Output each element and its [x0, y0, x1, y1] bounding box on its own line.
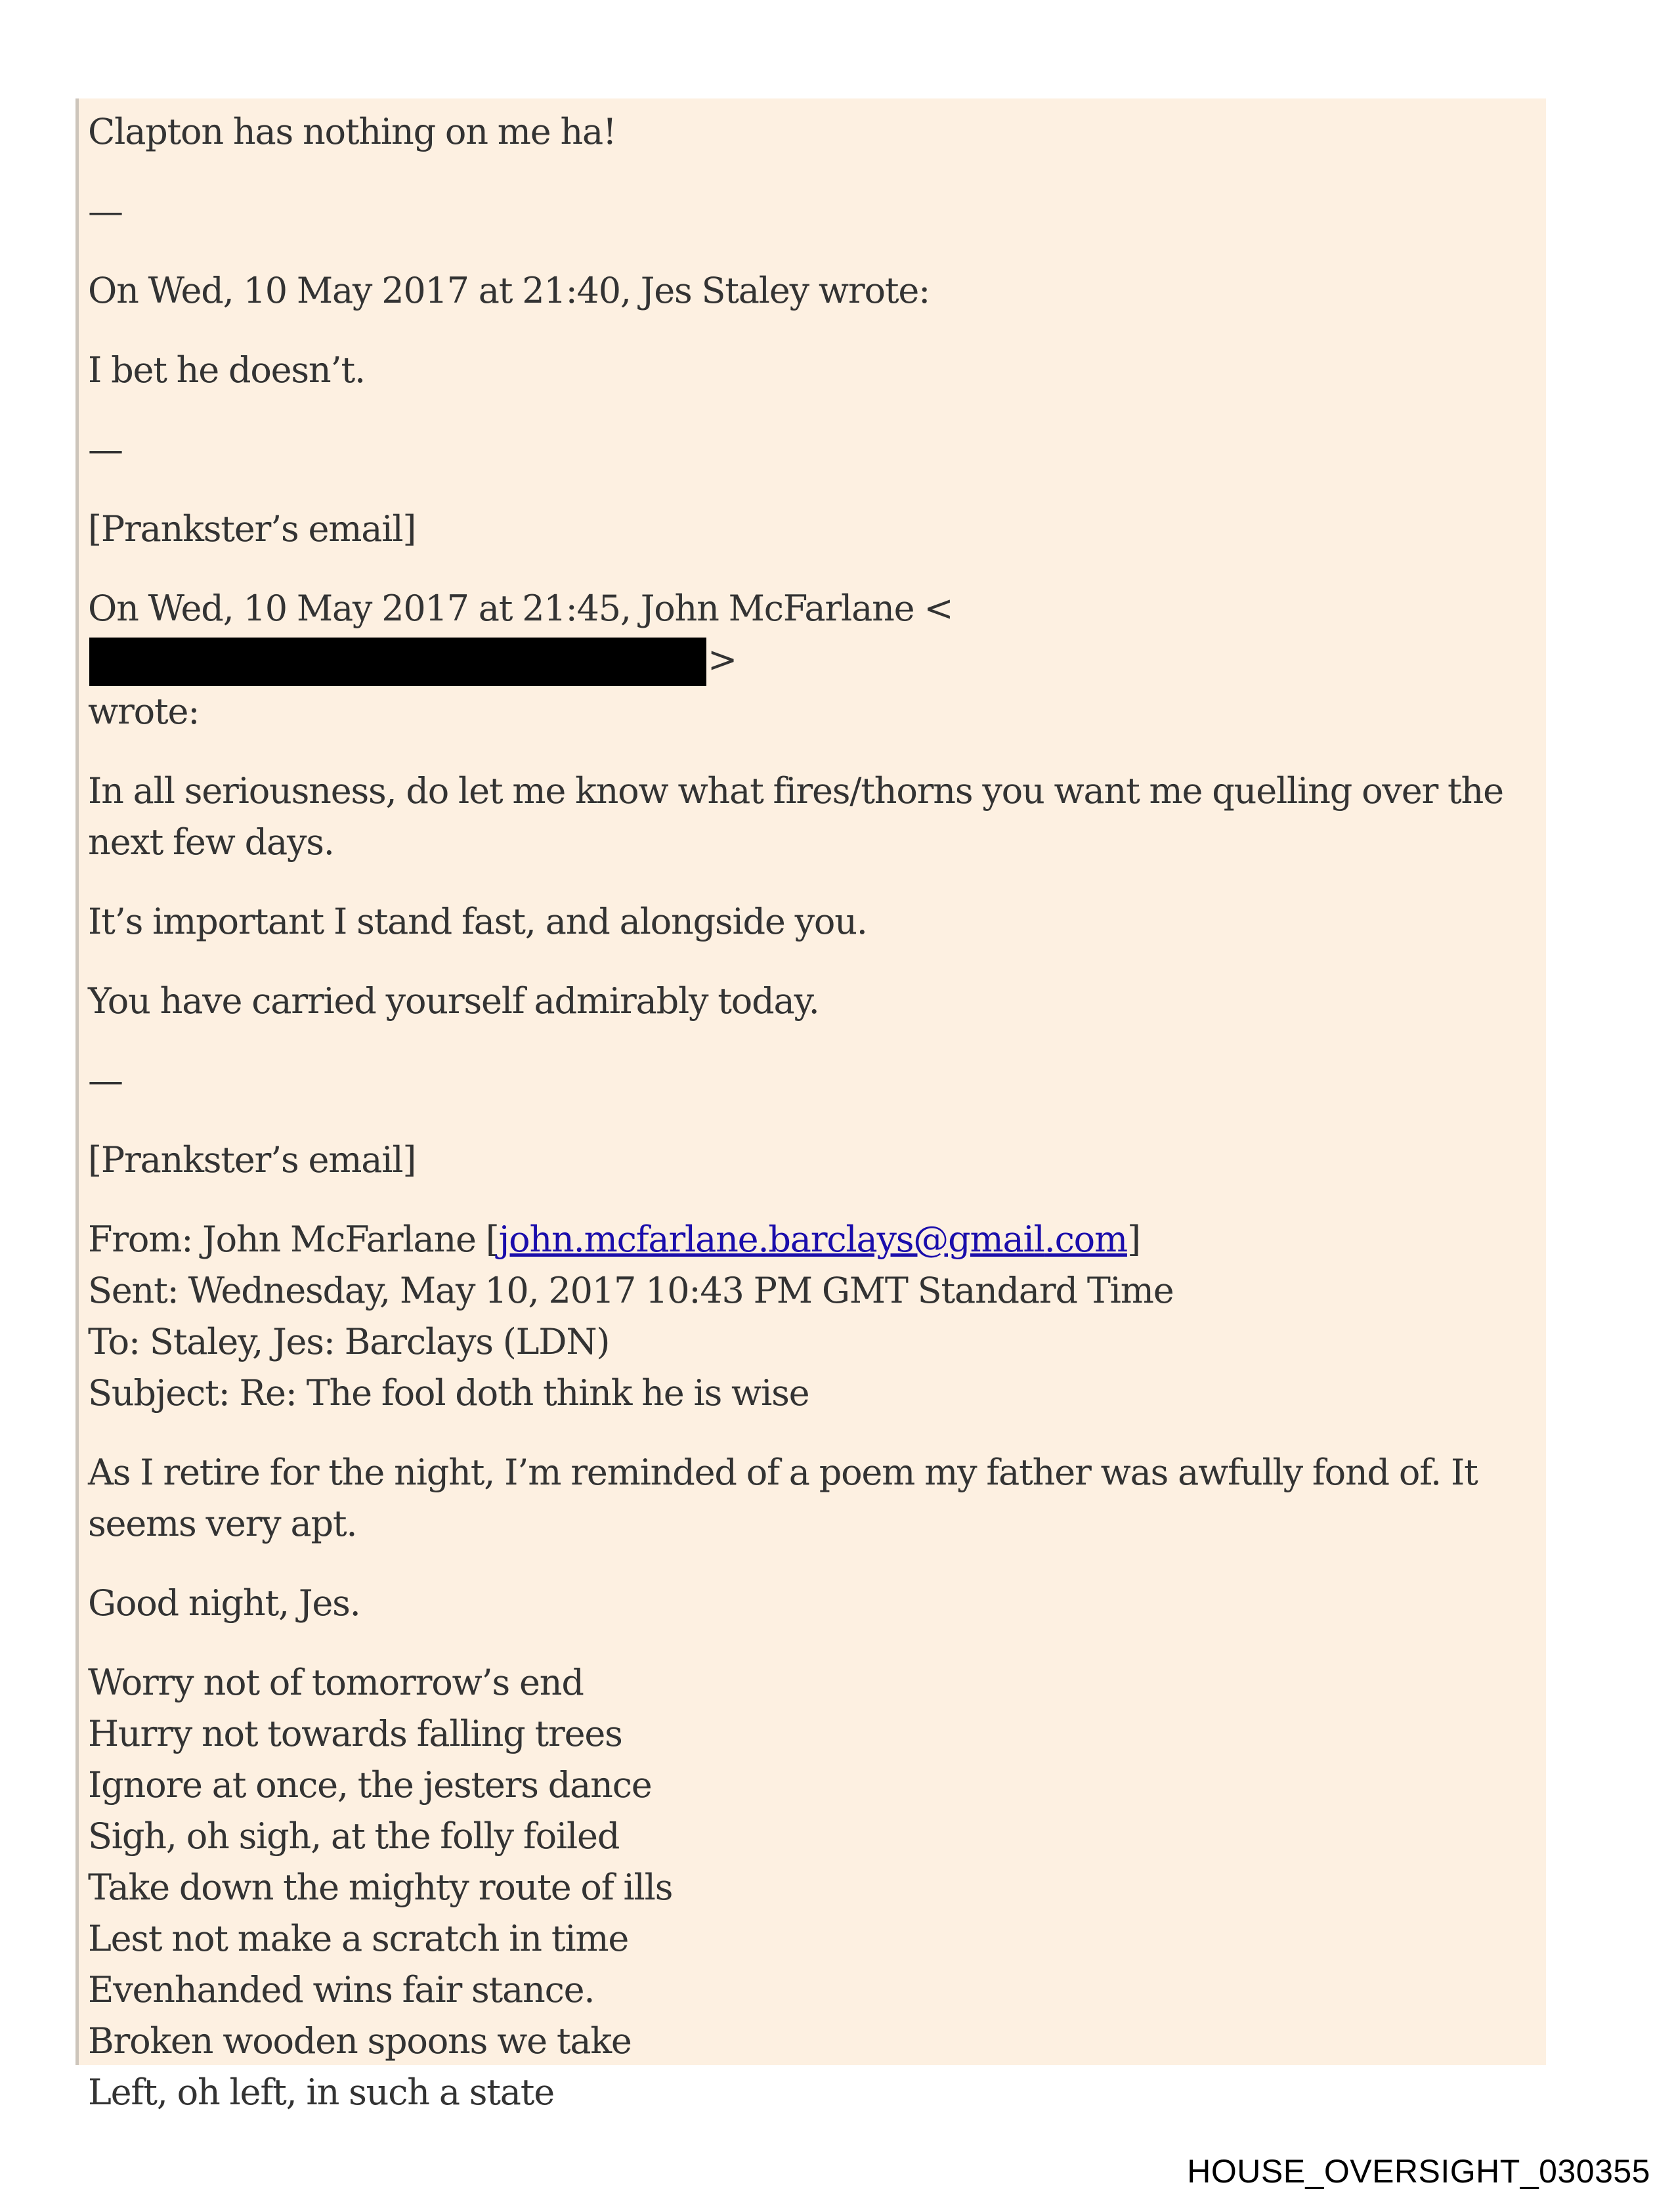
redaction-box — [89, 638, 706, 686]
message-line: I bet he doesn’t. — [88, 349, 365, 391]
poem-line: Sigh, oh sigh, at the folly foiled — [88, 1815, 620, 1857]
poem-line: Broken wooden spoons we take — [88, 2020, 632, 2062]
email-link-domain[interactable]: .com — [1044, 1219, 1127, 1260]
message-line: Clapton has nothing on me ha! — [88, 111, 616, 152]
poem-line: Left, oh left, in such a state — [88, 2071, 555, 2113]
attribution-text: On Wed, 10 May 2017 at 21:45, John McFarlane < — [88, 588, 953, 629]
poem — [88, 1657, 1546, 2118]
poem-line: Take down the mighty route of ills — [88, 1867, 673, 1908]
poem-line: Hurry not towards falling trees — [88, 1713, 622, 1754]
email-header — [88, 1214, 1546, 1419]
attribution-wrote: wrote: — [88, 691, 200, 732]
prankster-label: [Prankster’s email] — [88, 508, 416, 550]
poem-line: Evenhanded wins fair stance. — [88, 1969, 595, 2010]
message-line: As I retire for the night, I’m reminded of a poem my father was awfully fond of. It seems very apt. — [88, 1452, 1478, 1544]
from-label: From: John McFarlane [ — [88, 1219, 499, 1260]
bates-number: HOUSE_OVERSIGHT_030355 — [1187, 2153, 1650, 2190]
header-subject: Subject: Re: The fool doth think he is wise — [88, 1372, 809, 1414]
poem-line: Lest not make a scratch in time — [88, 1918, 629, 1959]
message-line: In all seriousness, do let me know what fires/thorns you want me quelling over the next few days. — [88, 770, 1503, 863]
reply-attribution: On Wed, 10 May 2017 at 21:40, Jes Staley wrote: — [88, 270, 930, 311]
poem-line: Worry not of tomorrow’s end — [88, 1662, 584, 1703]
message-line: It’s important I stand fast, and alongside you. — [88, 901, 867, 942]
header-sent: Sent: Wednesday, May 10, 2017 10:43 PM GMT Standard Time — [88, 1270, 1174, 1311]
from-bracket: ] — [1127, 1219, 1140, 1260]
attribution-bracket: > — [708, 639, 737, 680]
prankster-label: [Prankster’s email] — [88, 1139, 416, 1181]
separator-dash: — — [88, 1060, 123, 1101]
reply-attribution — [88, 583, 1546, 737]
header-from — [88, 1214, 1546, 1265]
header-to: To: Staley, Jes: Barclays (LDN) — [88, 1321, 610, 1362]
email-thread — [75, 98, 1546, 2113]
separator-dash: — — [88, 190, 123, 232]
message-line: You have carried yourself admirably today. — [88, 980, 819, 1022]
separator-dash: — — [88, 429, 123, 470]
message-line: Good night, Jes. — [88, 1582, 360, 1624]
email-link[interactable]: john.mcfarlane.barclays@gmail — [498, 1219, 1044, 1260]
poem-line: Ignore at once, the jesters dance — [88, 1764, 652, 1806]
